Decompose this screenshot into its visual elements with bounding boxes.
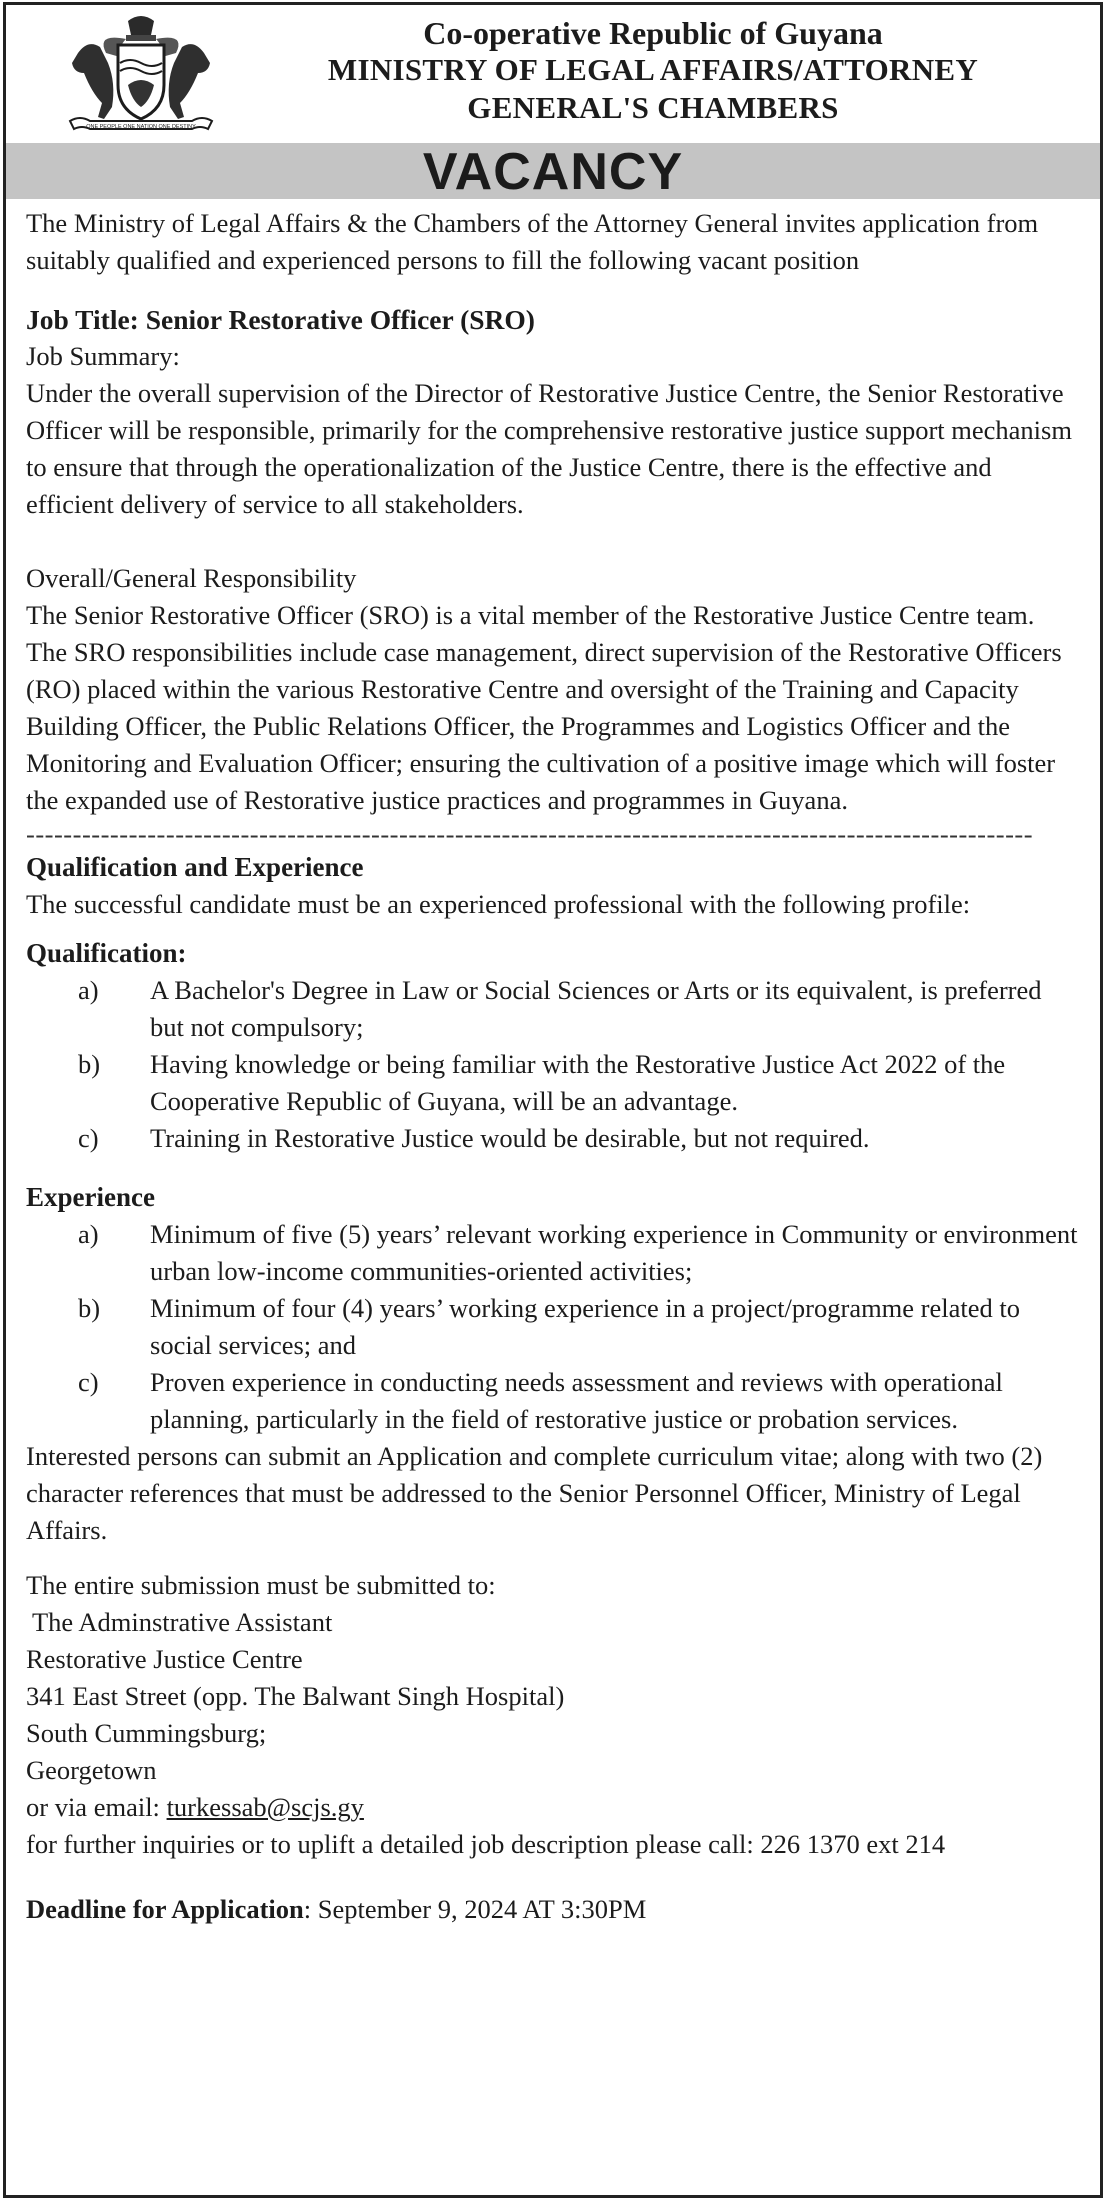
address-line: The Adminstrative Assistant <box>32 1607 333 1637</box>
list-marker: a) <box>78 1219 99 1249</box>
list-item-text: Having knowledge or being familiar with the Restorative Justice Act 2022 of the Cooperative Republic of Guyana, will be an advantage. <box>150 1049 1006 1116</box>
address-line: Restorative Justice Centre <box>26 1644 303 1674</box>
vacancy-banner: VACANCY <box>6 143 1100 199</box>
inquiries-text: for further inquiries or to uplift a detailed job description please call: 226 1370 ext 214 <box>26 1829 946 1859</box>
list-item-text: A Bachelor's Degree in Law or Social Sciences or Arts or its equivalent, is preferred but not compulsory; <box>150 975 1042 1042</box>
deadline-label: Deadline for Application <box>26 1894 304 1924</box>
list-marker: c) <box>78 1123 99 1153</box>
ministry-name-line2: GENERAL'S CHAMBERS <box>467 90 839 125</box>
coat-of-arms-icon <box>56 13 226 138</box>
address-line: South Cummingsburg; <box>26 1718 267 1748</box>
application-instructions: Interested persons can submit an Application and complete curriculum vitae; along with two (2) character references that must be addressed to the Senior Personnel Officer, Ministry of Legal Affairs. <box>26 1441 1043 1545</box>
qualification-experience-heading: Qualification and Experience <box>26 852 364 882</box>
svg-text:ONE PEOPLE ONE NATION ONE DEST: ONE PEOPLE ONE NATION ONE DESTINY <box>86 124 196 130</box>
country-name: Co-operative Republic of Guyana <box>423 15 883 51</box>
qualification-list <box>26 972 1080 1157</box>
ministry-name-line1: MINISTRY OF LEGAL AFFAIRS/ATTORNEY <box>327 52 979 87</box>
experience-list <box>26 1216 1080 1438</box>
list-item <box>26 1364 1080 1438</box>
list-item-text: Proven experience in conducting needs assessment and reviews with operational planning, particularly in the field of restorative justice or probation services. <box>150 1367 1003 1434</box>
list-item <box>26 1216 1080 1290</box>
list-item-text: Training in Restorative Justice would be desirable, but not required. <box>150 1123 870 1153</box>
address-line: 341 East Street (opp. The Balwant Singh Hospital) <box>26 1681 565 1711</box>
list-marker: b) <box>78 1293 101 1323</box>
job-summary-label: Job Summary: <box>26 341 180 371</box>
notice-body <box>6 199 1100 1928</box>
list-item-text: Minimum of five (5) years’ relevant working experience in Community or environment urban low-income communities-oriented activities; <box>150 1219 1078 1286</box>
email-prefix: or via email: <box>26 1792 167 1822</box>
list-item <box>26 1046 1080 1120</box>
header <box>6 5 1100 143</box>
list-item <box>26 1290 1080 1364</box>
header-text <box>206 15 1100 127</box>
deadline <box>26 1891 1080 1928</box>
vacancy-notice <box>3 2 1103 2198</box>
list-marker: a) <box>78 975 99 1005</box>
intro-paragraph: The Ministry of Legal Affairs & the Chambers of the Attorney General invites application from suitably qualified and experienced persons to fill the following vacant position <box>26 208 1039 275</box>
qualification-heading: Qualification: <box>26 938 187 968</box>
list-marker: b) <box>78 1049 101 1079</box>
address-line: Georgetown <box>26 1755 157 1785</box>
submit-to-label: The entire submission must be submitted to: <box>26 1570 496 1600</box>
list-marker: c) <box>78 1367 99 1397</box>
deadline-value: : September 9, 2024 AT 3:30PM <box>303 1894 647 1924</box>
list-item <box>26 1120 1080 1157</box>
email-link[interactable]: turkessab@scjs.gy <box>166 1792 364 1822</box>
qualification-experience-intro: The successful candidate must be an experienced professional with the following profile: <box>26 889 971 919</box>
email-line <box>26 1789 1080 1826</box>
experience-heading: Experience <box>26 1182 155 1212</box>
job-title: Job Title: Senior Restorative Officer (SRO) <box>26 304 535 335</box>
list-item <box>26 972 1080 1046</box>
responsibility-label: Overall/General Responsibility <box>26 563 357 593</box>
job-summary-text: Under the overall supervision of the Director of Restorative Justice Centre, the Senior Restorative Officer will be responsible, primarily for the comprehensive restorative justice support mechanism to ensure that through the operationalization of the Justice Centre, there is the effective and efficient delivery of service to all stakeholders. <box>26 378 1072 519</box>
list-item-text: Minimum of four (4) years’ working experience in a project/programme related to social services; and <box>150 1293 1021 1360</box>
responsibility-text: The Senior Restorative Officer (SRO) is a vital member of the Restorative Justice Centre team. The SRO responsibilities include case management, direct supervision of the Restorative Officers (RO) placed within the various Restorative Centre and oversight of the Training and Capacity Building Officer, the Public Relations Officer, the Programmes and Logistics Officer and the Monitoring and Evaluation Officer; ensuring the cultivation of a positive image which will foster the expanded use of Restorative justice practices and programmes in Guyana. <box>26 600 1062 815</box>
divider-rule: ------------------------------------------------------------------------------------------------------------ <box>26 819 1034 849</box>
